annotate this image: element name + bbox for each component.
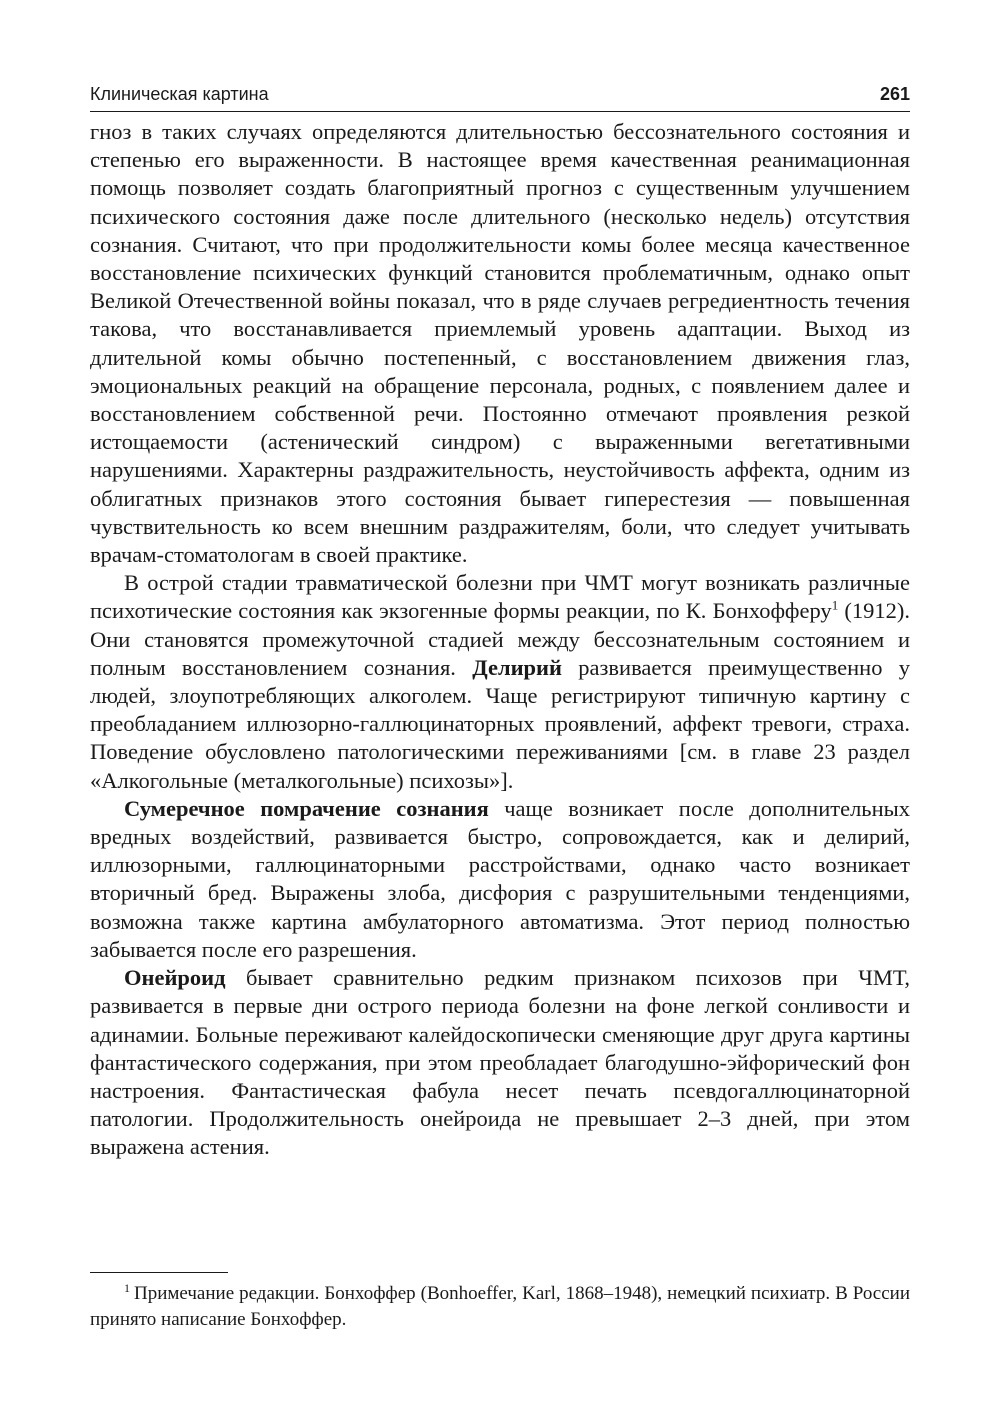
page-content bbox=[90, 84, 910, 1162]
page-number: 261 bbox=[879, 84, 910, 104]
paragraph-text: гноз в таких случаях определяются длительностью бессознательного состояния и степенью его выраженности. В настоящее время качественная реанимационная помощь позволяет создать благоприятный прогноз с существенным улучшением психического состояния даже после длительного (несколько недель) отсутствия сознания. Считают, что при продолжительности комы более месяца качественное восстановление психических функций становится проблематичным, однако опыт Великой Отечественной войны показал, что в ряде случаев регредиентность течения такова, что восстанавливается приемлемый уровень адаптации. Выход из длительной комы обычно постепенный, с восстановлением движения глаз, эмоциональных реакций на обращение персонала, родных, с появлением далее и восстановлением собственной речи. Постоянно отмечают проявления резкой истощаемости (астенический синдром) с выраженными вегетативными нарушениями. Характерны раздражительность, неустойчивость аффекта, одним из облигатных признаков этого состояния бывает гиперестезия — повышенная чувствительность ко всем внешним раздражителям, боли, что следует учитывать врачам-стоматологам в своей практике. bbox=[90, 119, 910, 568]
paragraph-continuation bbox=[90, 118, 910, 569]
paragraph-delirium bbox=[90, 569, 910, 795]
running-header bbox=[90, 84, 910, 112]
paragraph-text: чаще возникает после дополнительных вредных воздействий, развивается быстро, сопровождается, как и делирий, иллюзорными, галлюцинаторными расстройствами, однако часто возникает вторичный бред. Выражены злоба, дисфория с разрушительными тенденциями, возможна также картина амбулаторного автоматизма. Этот период полностью забывается после его разрешения. bbox=[90, 795, 910, 962]
term-twilight-state: Сумеречное помрачение сознания bbox=[124, 795, 489, 821]
term-delirium: Делирий bbox=[472, 654, 562, 680]
footnotes bbox=[90, 1272, 910, 1333]
term-oneiroid: Онейроид bbox=[124, 965, 226, 991]
paragraph-text: В острой стадии травматической болезни при ЧМТ могут возникать различные психотические состояния как экзогенные формы реакции, по К. Бонхофферу bbox=[90, 570, 910, 624]
footnote-text: Примечание редакции. Бонхоффер (Bonhoeffer, Karl, 1868–1948), немецкий психиатр. В России принято написание Бонхоффер. bbox=[90, 1283, 910, 1330]
paragraph-text: бывает сравнительно редким признаком психозов при ЧМТ, развивается в первые дни острого периода болезни на фоне легкой сонливости и адинамии. Больные переживают калейдоскопически сменяющие друг друга картины фантастического содержания, при этом преобладает благодушно-эйфорический фон настроения. Фантастическая фабула несет печать псевдогаллюцинаторной патологии. Продолжительность онейроида не превышает 2–3 дней, при этом выражена астения. bbox=[90, 965, 910, 1160]
body-text bbox=[90, 118, 910, 1162]
paragraph-oneiroid bbox=[90, 964, 910, 1161]
footnote-reference[interactable]: 1 bbox=[831, 597, 839, 613]
section-title: Клиническая картина bbox=[90, 84, 269, 104]
footnote-number: 1 bbox=[124, 1280, 130, 1295]
paragraph-text: развивается преимущественно у людей, злоупотребляющих алкоголем. Чаще регистрируют типичную картину с преобладанием иллюзорно-галлюцинаторных проявлений, аффект тревоги, страха. Поведение обусловлено патологическими переживаниями [см. в главе 23 раздел «Алкогольные (металкогольные) психозы»]. bbox=[90, 654, 910, 793]
paragraph-text: (1912). Они становятся промежуточной стадией между бессознательным состоянием и полным восстановлением сознания. bbox=[90, 598, 910, 680]
footnote bbox=[90, 1281, 910, 1333]
footnote-divider bbox=[90, 1272, 228, 1273]
paragraph-twilight bbox=[90, 795, 910, 964]
